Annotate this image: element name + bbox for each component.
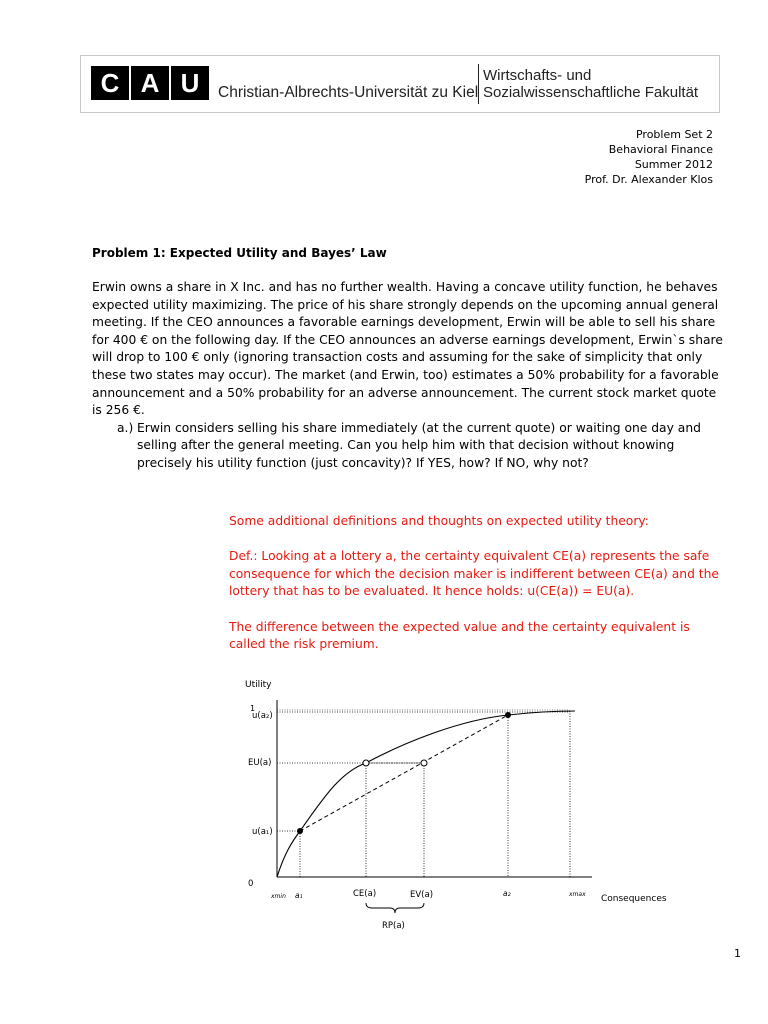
- faculty-name: [483, 67, 698, 101]
- document-meta: [585, 127, 713, 187]
- point-ce: [363, 760, 369, 766]
- x-tick-a2: a₂: [503, 889, 511, 898]
- y-tick-zero: 0: [248, 879, 254, 889]
- problem-body: [92, 279, 728, 473]
- utility-curve: [277, 711, 575, 877]
- y-tick-eu: EU(a): [248, 758, 272, 768]
- y-tick-u-a1: u(a₁): [252, 827, 273, 837]
- notes-risk-premium: The difference between the expected value and the certainty equivalent is called the risk premium.: [229, 619, 690, 652]
- utility-chart: [230, 672, 690, 937]
- x-axis-label: Consequences: [601, 894, 667, 904]
- header-divider: [478, 64, 479, 104]
- y-tick-u-a2: u(a₂): [252, 711, 273, 721]
- item-text: Erwin considers selling his share immediately (at the current quote) or waiting one day and selling after the general meeting. Can you help him with that decision without knowing precisely his utility function (just concavity)? If YES, how? If NO, why not?: [137, 420, 701, 470]
- x-tick-a1: a₁: [295, 891, 303, 900]
- point-ev: [421, 760, 427, 766]
- term-label: Summer 2012: [634, 158, 713, 171]
- question-item-a: [117, 420, 728, 473]
- item-label: a.): [117, 420, 134, 435]
- faculty-line-2: Sozialwissenschaftliche Fakultät: [483, 84, 699, 101]
- faculty-line-1: Wirtschafts- und: [483, 67, 592, 84]
- university-name: Christian-Albrechts-Universität zu Kiel: [218, 84, 479, 101]
- page-number: 1: [734, 947, 741, 960]
- logo-letter: C: [91, 66, 129, 100]
- lottery-chord: [300, 715, 508, 831]
- x-tick-ev: EV(a): [410, 890, 434, 900]
- problem-set-label: Problem Set 2: [635, 128, 713, 141]
- header-banner: [80, 55, 720, 113]
- x-tick-xmax: xmax: [569, 891, 586, 898]
- y-axis-label: Utility: [245, 680, 272, 690]
- notes-intro: Some additional definitions and thoughts on expected utility theory:: [229, 514, 649, 528]
- problem-paragraph: Erwin owns a share in X Inc. and has no further wealth. Having a concave utility function, he behaves expected utility maximizing. The price of his share strongly depends on the upcoming annual general meeting. If the CEO announces a favorable earnings development, Erwin will be able to sell his share for 400 € on the following day. If the CEO announces an adverse earnings development, Erwin`s share will drop to 100 € only (ignoring transaction costs and assuming for the sake of simplicity that only these two states may occur). The market (and Erwin, too) estimates a 50% probability for a favorable announcement and a 50% probability for an adverse announcement. The current stock market quote is 256 €.: [92, 280, 723, 418]
- course-name: Behavioral Finance: [608, 143, 713, 156]
- notes-definition: Def.: Looking at a lottery a, the certainty equivalent CE(a) represents the safe consequence for which the decision maker is indifferent between CE(a) and the lottery that has to be evaluated. It hence holds: u(CE(a)) = EU(a).: [229, 549, 719, 599]
- point-a2: [505, 712, 511, 718]
- x-tick-ce: CE(a): [353, 889, 377, 899]
- logo-letter: U: [171, 66, 209, 100]
- problem-title: Problem 1: Expected Utility and Bayes’ Law: [92, 246, 387, 260]
- logo-letter: A: [131, 66, 169, 100]
- point-a1: [297, 828, 303, 834]
- university-logo: [91, 66, 209, 100]
- risk-premium-label: RP(a): [382, 921, 405, 931]
- notes-block: [229, 513, 729, 671]
- risk-premium-brace: [366, 903, 424, 913]
- y-tick-one: 1: [250, 704, 256, 713]
- professor-name: Prof. Dr. Alexander Klos: [584, 173, 713, 186]
- x-tick-xmin: xmin: [271, 893, 286, 900]
